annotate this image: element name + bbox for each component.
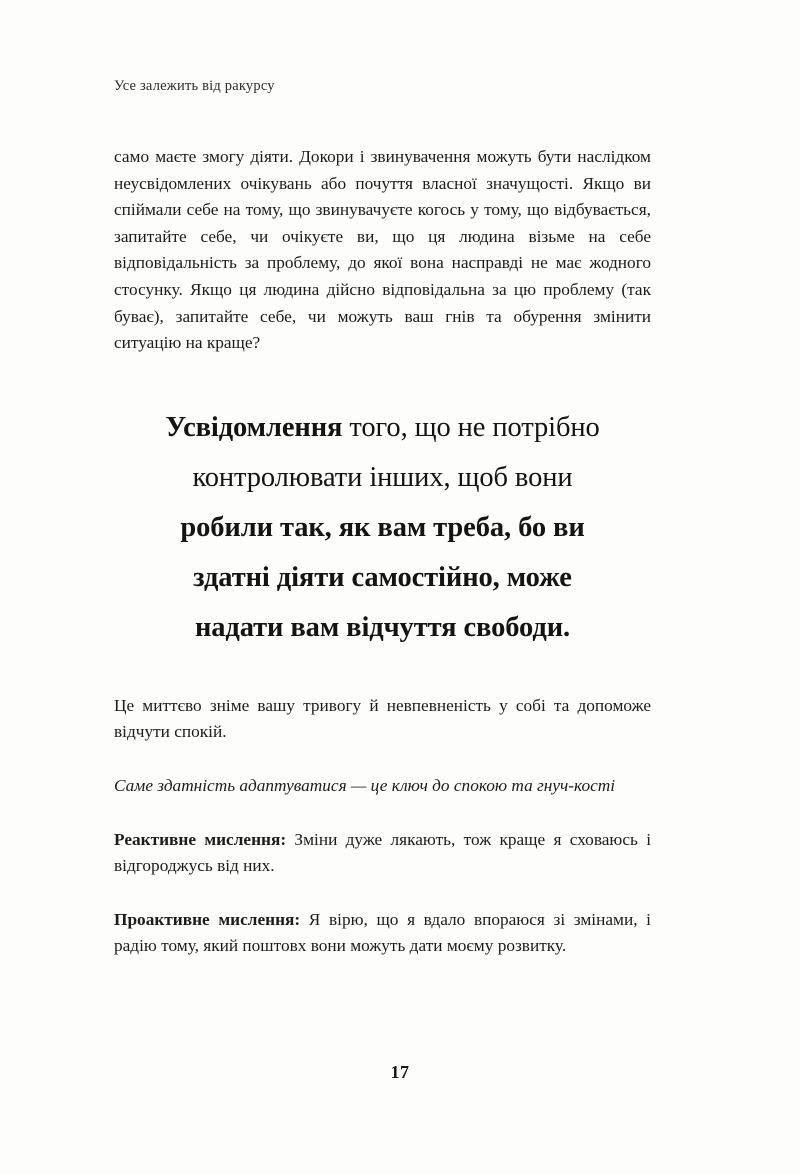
- proactive-thinking-paragraph: [114, 907, 651, 960]
- italic-statement: Саме здатність адаптуватися — це ключ до спокою та гнуч-кості: [114, 775, 616, 795]
- pull-quote-line-1-rest: того, що не потрібно: [349, 411, 600, 443]
- running-head: Усе залежить від ракурсу: [114, 78, 275, 94]
- reactive-thinking-paragraph: [114, 827, 651, 880]
- proactive-thinking-text: Я вірю, що я вдало впораюся зі змінами, і радію тому, який поштовх вони можуть дати моєму розвитку.: [114, 909, 651, 956]
- spacer-before-proactive: [114, 880, 651, 907]
- spacer-before-italic: [114, 746, 651, 773]
- pull-quote: [114, 403, 651, 653]
- pull-quote-line-4: здатні діяти самостійно, може: [193, 561, 572, 593]
- pull-quote-line-1: [120, 403, 645, 453]
- proactive-thinking-label: Проактивне мислення:: [114, 909, 301, 929]
- pull-quote-line-3: робили так, як вам треба, бо ви: [180, 511, 585, 543]
- text-column: [114, 144, 651, 960]
- reactive-thinking-label: Реактивне мислення:: [114, 829, 287, 849]
- pull-quote-line-2: контролювати інших, щоб вони: [192, 461, 573, 493]
- opening-paragraph: само маєте змогу діяти. Докори і звинувачення можуть бути наслідком неусвідомлених очікувань або почуття власної значущості. Якщо ви спіймали себе на тому, що звинувачуєте когось у тому, що відбувається, запитайте себе, чи очікуєте ви, що ця людина візьме на себе відповідальність за проблему, до якої вона насправді не має жодного стосунку. Якщо ця людина дійсно відповідальна за цю проблему (так буває), запитайте себе, чи можуть ваш гнів та обурення змінити ситуацію на краще?: [114, 147, 651, 353]
- pull-quote-line-5: надати вам відчуття свободи.: [194, 611, 571, 643]
- page-number: 17: [390, 1062, 410, 1082]
- spacer-after-pull-quote: [114, 653, 651, 693]
- pull-quote-emphasis: Усвідомлення: [165, 411, 343, 443]
- spacer-before-pull-quote: [114, 357, 651, 403]
- spacer-before-reactive: [114, 800, 651, 827]
- reactive-thinking-text: Зміни дуже лякають, тож краще я сховаюсь і відгороджусь від них.: [114, 829, 651, 876]
- paragraph-after-quote: Це миттєво зніме вашу тривогу й невпевненість у собі та допоможе відчути спокій.: [114, 695, 651, 742]
